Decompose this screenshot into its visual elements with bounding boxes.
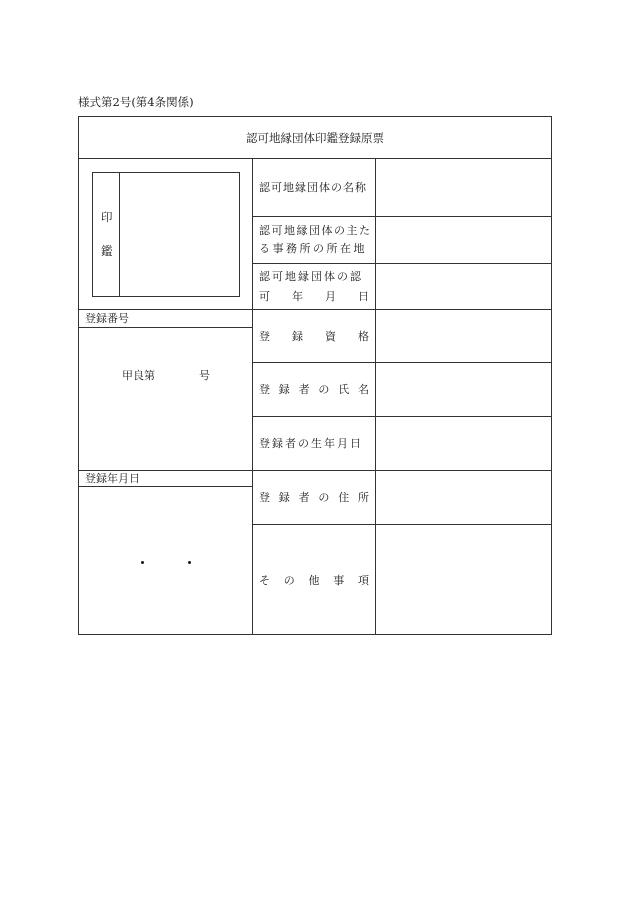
registration-number-suffix: 号: [199, 369, 210, 382]
field-label-approval-line1: 認可地縁団体の認: [259, 270, 363, 283]
value-cell-registrant-address[interactable]: [376, 471, 551, 524]
seal-label-char: 鑑: [101, 244, 113, 258]
label-char: 住: [338, 491, 350, 504]
label-char: そ: [259, 574, 270, 587]
form-title: 認可地縁団体印鑑登録原票: [246, 131, 384, 145]
label-char: の: [318, 383, 330, 396]
label-char: 所: [357, 491, 369, 504]
label-char: 月: [325, 290, 336, 303]
value-cell-registrant-birth[interactable]: [376, 417, 551, 470]
field-label-registrant-name: [259, 383, 369, 396]
label-char: 録: [292, 330, 303, 343]
field-label-approval-line2: [259, 290, 369, 303]
label-char: 者: [298, 383, 310, 396]
field-label-other: [259, 574, 369, 587]
label-char: 日: [358, 290, 369, 303]
label-char: 録: [278, 383, 290, 396]
field-label-name: 認可地縁団体の名称: [259, 181, 367, 194]
value-cell-office[interactable]: [376, 217, 551, 263]
seal-label-char: 印: [101, 210, 113, 224]
label-char: 登: [259, 330, 270, 343]
label-char: 登: [259, 383, 270, 396]
field-label-registrant-birth: 登録者の生年月日: [259, 437, 363, 450]
value-cell-other[interactable]: [376, 525, 551, 634]
value-cell-qualification[interactable]: [376, 310, 551, 362]
date-separator-dot: [141, 561, 144, 564]
field-label-office-line1: 認可地縁団体の主た: [259, 224, 372, 237]
field-label-qualification: [259, 330, 369, 343]
seal-impression-box: [92, 172, 240, 297]
seal-registration-form: [78, 116, 552, 635]
label-char: 氏: [338, 383, 350, 396]
label-char: 録: [278, 491, 290, 504]
label-char: 資: [325, 330, 336, 343]
registration-date-label: 登録年月日: [85, 472, 140, 485]
column-divider-1: [252, 158, 253, 634]
field-label-registrant-address: [259, 491, 369, 504]
value-cell-name[interactable]: [376, 159, 551, 216]
label-char: 他: [308, 574, 320, 587]
form-number: 様式第2号(第4条関係): [78, 95, 194, 109]
row-divider-1-label: [252, 216, 375, 217]
label-char: の: [318, 491, 330, 504]
label-char: 事: [333, 574, 345, 587]
seal-label-divider: [119, 173, 120, 296]
registration-number-prefix: 甲良第: [122, 369, 155, 382]
label-char: 項: [358, 574, 369, 587]
value-cell-approval-date[interactable]: [376, 264, 551, 309]
registration-number-label: 登録番号: [85, 312, 129, 325]
label-char: 者: [298, 491, 310, 504]
field-label-office-line2: る事務所の所在地: [259, 242, 367, 255]
date-separator-dot: [188, 561, 191, 564]
label-char: の: [283, 574, 295, 587]
value-cell-registrant-name[interactable]: [376, 363, 551, 416]
label-char: 名: [357, 383, 369, 396]
label-char: 格: [358, 330, 369, 343]
reg-date-label-divider: [79, 486, 252, 487]
label-char: 可: [259, 290, 270, 303]
label-char: 登: [259, 491, 270, 504]
reg-number-label-divider: [79, 327, 252, 328]
label-char: 年: [292, 290, 303, 303]
